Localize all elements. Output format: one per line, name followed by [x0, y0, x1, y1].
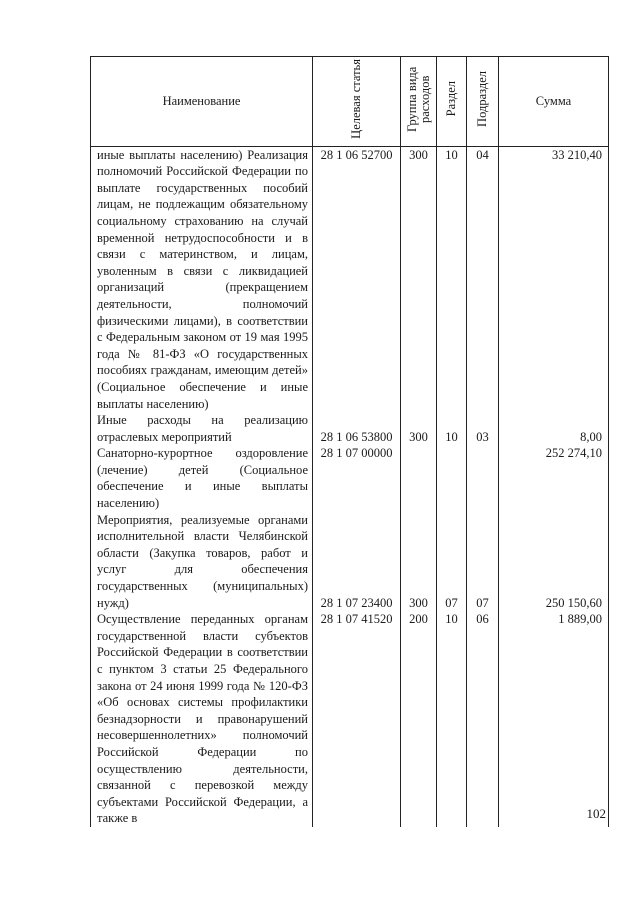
- row-section-cell: [437, 611, 467, 827]
- row-section: 10: [445, 147, 458, 162]
- table-header-row: [91, 57, 609, 147]
- table-row: [91, 512, 609, 612]
- row-name: Иные расходы на реализацию отраслевых мероприятий: [91, 412, 313, 445]
- row-expense-group: 300: [409, 429, 428, 444]
- row-section-cell: [437, 512, 467, 612]
- row-subsection-cell: [467, 611, 499, 827]
- row-expense-group: 300: [409, 147, 428, 162]
- row-subsection: 03: [476, 429, 489, 444]
- row-subsection: 04: [476, 147, 489, 162]
- row-target-article-cell: [313, 445, 401, 511]
- row-name: Мероприятия, реализуемые органами исполнительной власти Челябинской области (Закупка товаров, работ и услуг для обеспечения государственных (муниципальных) нужд): [91, 512, 313, 612]
- row-sum-cell: [499, 611, 609, 827]
- row-section-cell: [437, 146, 467, 412]
- row-sum-cell: [499, 445, 609, 511]
- row-name: Санаторно-курортное оздоровление (лечение) детей (Социальное обеспечение и иные выплаты населению): [91, 445, 313, 511]
- row-expense-group: 300: [409, 595, 428, 610]
- row-expense-group: 200: [409, 612, 428, 627]
- row-subsection: 06: [476, 612, 489, 627]
- row-sum-cell: [499, 512, 609, 612]
- table-row: [91, 611, 609, 827]
- row-target-article: 28 1 07 23400: [320, 595, 393, 610]
- row-section-cell: [437, 412, 467, 445]
- row-expense-group-cell: [401, 412, 437, 445]
- row-target-article-cell: [313, 611, 401, 827]
- row-target-article: 28 1 07 00000: [320, 446, 393, 461]
- row-expense-group-cell: [401, 512, 437, 612]
- row-subsection-cell: [467, 445, 499, 511]
- budget-table: [90, 56, 609, 827]
- row-sum: 252 274,10: [545, 446, 602, 461]
- header-sum: Сумма: [499, 57, 609, 147]
- row-sum: 33 210,40: [552, 147, 602, 162]
- page-number: 102: [586, 806, 606, 821]
- row-expense-group-cell: [401, 445, 437, 511]
- row-target-article-cell: [313, 412, 401, 445]
- row-subsection: 07: [476, 595, 489, 610]
- header-expense-group: Группа вида расходов: [401, 57, 437, 147]
- row-target-article: 28 1 06 52700: [320, 147, 393, 162]
- table-row: [91, 445, 609, 511]
- header-name: Наименование: [91, 57, 313, 147]
- row-section-cell: [437, 445, 467, 511]
- row-target-article: 28 1 06 53800: [320, 429, 393, 444]
- row-name: иные выплаты населению) Реализация полномочий Российской Федерации по выплате государственных пособий лицам, не подлежащим обязательному социальному страхованию на случай временной нетрудоспособности и в связи с материнством, и лицам, уволенным в связи с ликвидацией организаций (прекращением деятельности, полномочий физическими лицами), в соответствии с Федеральным законом от 19 мая 1995 года № 81-ФЗ «О государственных пособиях гражданам, имеющим детей» (Социальное обеспечение и иные выплаты населению): [91, 146, 313, 412]
- row-subsection-cell: [467, 512, 499, 612]
- row-sum-cell: [499, 146, 609, 412]
- row-sum-cell: [499, 412, 609, 445]
- row-sum: 250 150,60: [545, 595, 602, 610]
- table-row: [91, 412, 609, 445]
- header-section: Раздел: [437, 57, 467, 147]
- header-target-article: Целевая статья: [313, 57, 401, 147]
- row-section: 10: [445, 612, 458, 627]
- row-subsection-cell: [467, 412, 499, 445]
- row-section: 07: [445, 595, 458, 610]
- row-subsection-cell: [467, 146, 499, 412]
- row-target-article: 28 1 07 41520: [320, 612, 393, 627]
- row-sum: 1 889,00: [558, 612, 602, 627]
- row-target-article-cell: [313, 146, 401, 412]
- row-expense-group-cell: [401, 611, 437, 827]
- row-section: 10: [445, 429, 458, 444]
- row-expense-group-cell: [401, 146, 437, 412]
- header-subsection: Подраздел: [467, 57, 499, 147]
- row-target-article-cell: [313, 512, 401, 612]
- table-row: [91, 146, 609, 412]
- row-sum: 8,00: [580, 429, 602, 444]
- row-name: Осуществление переданных органам государственной власти субъектов Российской Федерации в соответствии с пунктом 3 статьи 25 Федерального закона от 24 июня 1999 года № 120-ФЗ «Об основах системы профилактики безнадзорности и правонарушений несовершеннолетних» полномочий Российской Федерации по осуществлению деятельности, связанной с перевозкой между субъектами Российской Федерации, а также в: [91, 611, 313, 827]
- table-body: [91, 146, 609, 827]
